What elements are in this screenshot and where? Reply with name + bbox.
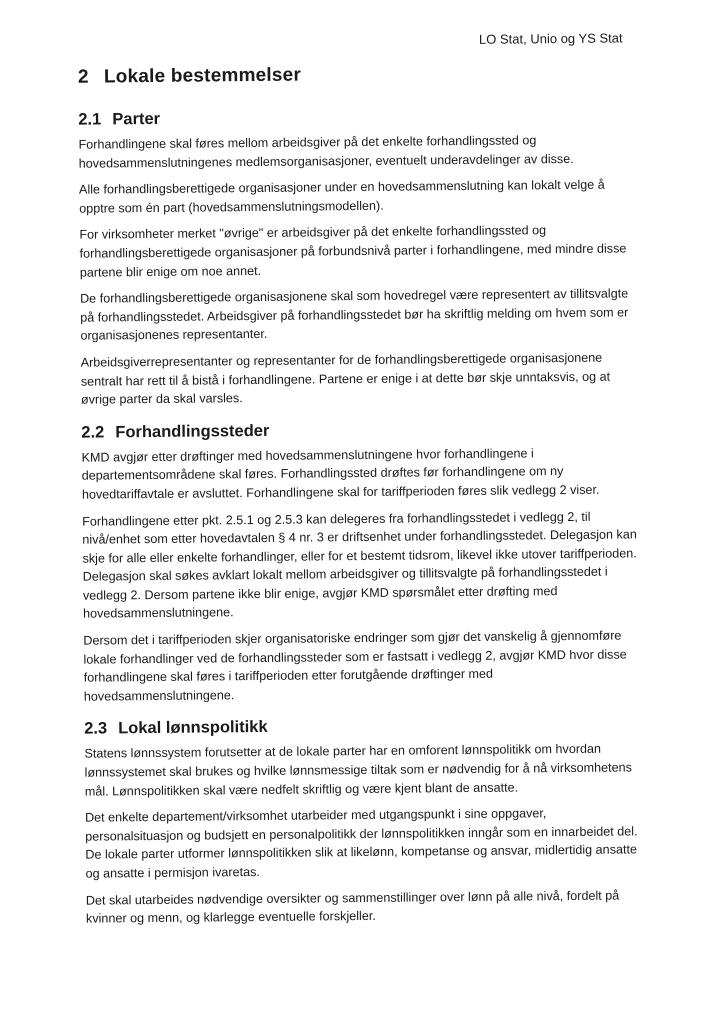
section-heading [78, 105, 638, 129]
paragraph: KMD avgjør etter drøftinger med hovedsammenslutningene hvor forhandlingene i departementsområdene skal føres. Forhandlingssted drøftes før forhandlingene om ny hovedtariffavtale er avsluttet. Forhandlingene skal for tariffperioden føres slik vedlegg 2 viser. [81, 446, 600, 502]
paragraph: Arbeidsgiverrepresentanter og representanter for de forhandlingsberettigede organisasjonene sentralt har rett til å bistå i forhandlingene. Partene er enige i at dette bør skje unntaksvis, og at øvrige parter da skal varsles. [80, 350, 611, 407]
paragraph: Det skal utarbeides nødvendige oversikter og sammenstillinger over lønn på alle nivå, fordelt på kvinner og menn, og klarlegge eventuelle forskjeller. [85, 888, 620, 926]
page-header: LO Stat, Unio og YS Stat [478, 30, 623, 47]
section-title: Forhandlingssteder [115, 421, 270, 442]
section-title: Parter [112, 109, 161, 129]
chapter-title: Lokale bestemmelser [103, 64, 302, 88]
section-2-3 [84, 715, 646, 929]
chapter-heading [78, 61, 638, 88]
document-body [78, 61, 646, 942]
chapter-number: 2 [77, 66, 89, 88]
paragraph: Forhandlingene etter pkt. 2.5.1 og 2.5.3 kan delegeres fra forhandlingsstedet i vedlegg 2, til nivå/enhet som etter hovedavtalen § 4 nr. 3 er driftsenhet under forhandlingsstedet. Delegasjon kan skje for alle eller enkelte forhandlinger, eller for et bestemt tidsrom, likevel ikke utover tariffperioden. Delegasjon skal søkes avklart lokalt mellom arbeidsgiver og tillitsvalgte på forhandlingsstedet i vedlegg 2. Dersom partene ikke blir enige, avgjør KMD spørsmålet etter drøfting med hovedsammenslutningene. [82, 509, 637, 622]
paragraph: De forhandlingsberettigede organisasjonene skal som hovedregel være representert av tillitsvalgte på forhandlingsstedet. Arbeidsgiver på forhandlingsstedet bør ha skriftlig melding om hvem som er organisasjonenes representanter. [79, 286, 629, 344]
section-number: 2.1 [78, 110, 102, 129]
paragraph: For virksomheter merket "øvrige" er arbeidsgiver på det enkelte forhandlingssted og forhandlingsberettigede organisasjoner på forbundsnivå parter i forhandlingene, med mindre disse partene blir enige om noe annet. [79, 223, 627, 280]
section-heading [81, 418, 641, 442]
section-title: Lokal lønnspolitikk [118, 718, 268, 738]
section-2-1 [78, 105, 641, 409]
paragraph: Dersom det i tariffperioden skjer organisatoriske endringer som gjør det vanskelig å gjennomføre lokale forhandlinger ved de forhandlingssteder som er fastsatt i vedlegg 2, avgjør KMD hvor disse forhandlingene skal føres i tariffperioden etter forutgående drøftinger med hovedsammenslutningene. [83, 628, 627, 704]
section-heading [84, 715, 644, 739]
paragraph: Statens lønnssystem forutsetter at de lokale parter har en omforent lønnspolitikk om hvordan lønnssystemet skal brukes og hvilke lønnsmessige tiltak som er nødvendig for å nå virksomhetens mål. Lønnspolitikken skal være nedfelt skriftlig og være kjent blant de ansatte. [84, 742, 633, 799]
section-number: 2.2 [81, 423, 105, 442]
paragraph: Forhandlingene skal føres mellom arbeidsgiver på det enkelte forhandlingssted og hovedsammenslutningenes medlemsorganisasjoner, eventuelt underavdelinger av disse. [78, 133, 574, 171]
section-2-2 [81, 418, 644, 706]
paragraph: Alle forhandlingsberettigede organisasjoner under en hovedsammenslutning kan lokalt velge å opptre som én part (hovedsammenslutningsmodellen). [78, 177, 605, 216]
paragraph: Det enkelte departement/virksomhet utarbeider med utgangspunkt i sine oppgaver, personalsituasjon og budsjett en personalpolitikk der lønnspolitikken inngår som en innarbeidet del. De lokale parter utformer lønnspolitikken slik at likelønn, kompetanse og ansvar, midlertidig ansatte og ansatte i permisjon ivaretas. [84, 806, 638, 881]
section-number: 2.3 [84, 719, 108, 739]
